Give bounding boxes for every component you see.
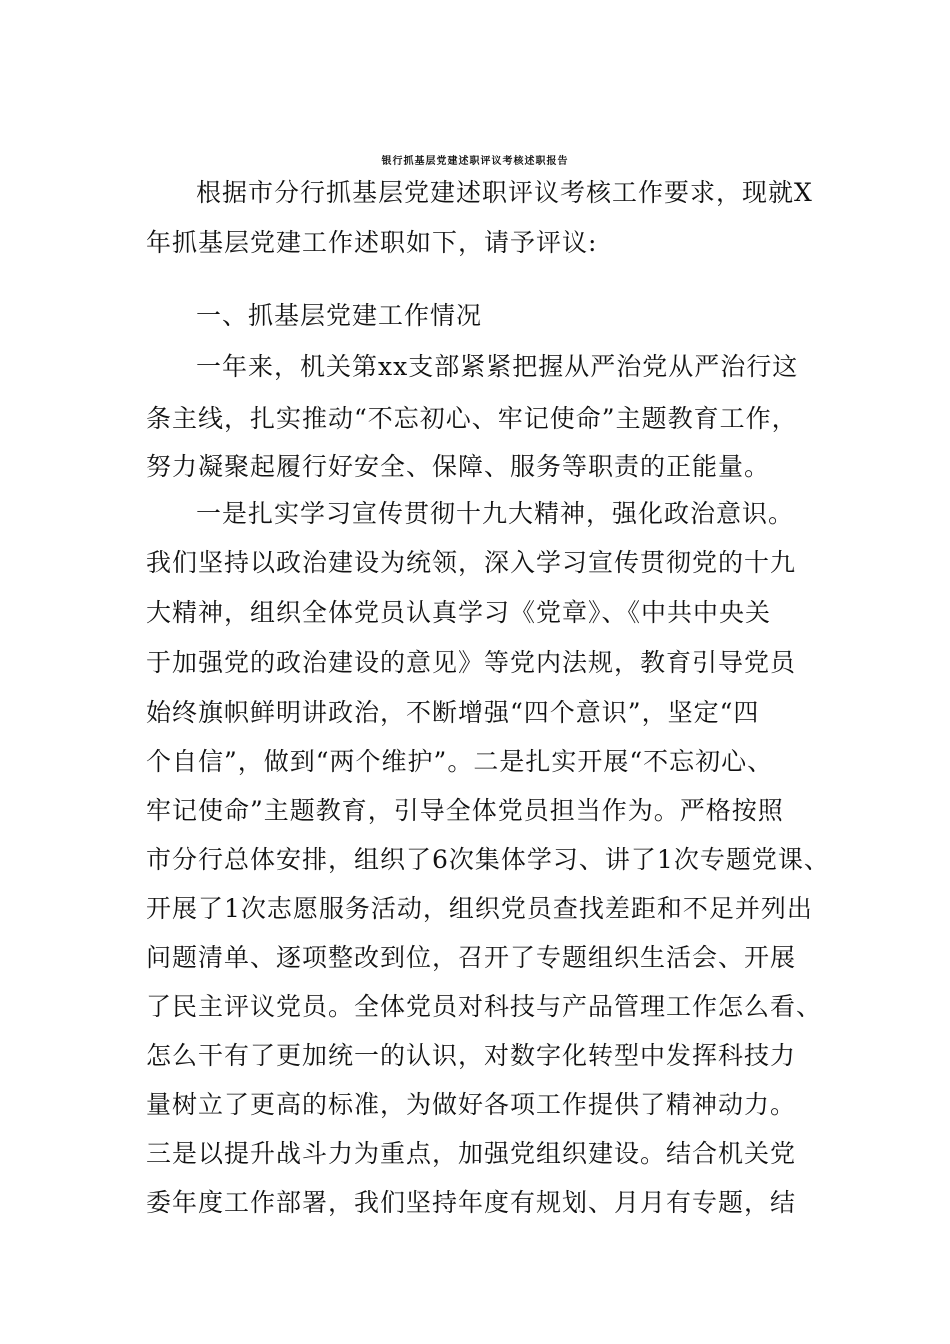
section-heading: 一、抓基层党建工作情况 [196, 301, 483, 330]
paragraph-line: 于加强党的政治建设的意见》等党内法规，教育引导党员 [146, 648, 797, 677]
paragraph-line: 我们坚持以政治建设为统领，深入学习宣传贯彻党的十九 [146, 548, 797, 577]
paragraph-line: 个自信”，做到“两个维护”。二是扎实开展“不忘初心、 [146, 747, 774, 776]
document-title: 银行抓基层党建述职评议考核述职报告 [381, 156, 569, 167]
paragraph-line: 市分行总体安排，组织了6次集体学习、讲了1次专题党课、 [146, 845, 830, 874]
paragraph-line: 了民主评议党员。全体党员对科技与产品管理工作怎么看、 [146, 992, 823, 1021]
paragraph-line: 量树立了更高的标准，为做好各项工作提供了精神动力。 [146, 1090, 797, 1119]
paragraph-line: 三是以提升战斗力为重点，加强党组织建设。结合机关党 [146, 1139, 797, 1168]
paragraph-line: 根据市分行抓基层党建述职评议考核工作要求，现就X [196, 178, 813, 207]
paragraph-line: 一是扎实学习宣传贯彻十九大精神，强化政治意识。 [196, 499, 795, 528]
paragraph-line: 条主线，扎实推动“不忘初心、牢记使命”主题教育工作， [146, 404, 798, 433]
paragraph-line: 怎么干有了更加统一的认识，对数字化转型中发挥科技力 [146, 1041, 797, 1070]
paragraph-line: 努力凝聚起履行好安全、保障、服务等职责的正能量。 [146, 452, 771, 481]
paragraph-line: 一年来，机关第xx支部紧紧把握从严治党从严治行这 [196, 352, 799, 381]
paragraph-line: 开展了1次志愿服务活动，组织党员查找差距和不足并列出 [146, 894, 813, 923]
paragraph-line: 牢记使命”主题教育，引导全体党员担当作为。严格按照 [146, 796, 784, 825]
paragraph-line: 年抓基层党建工作述职如下，请予评议: [146, 228, 598, 257]
paragraph-line: 问题清单、逐项整改到位，召开了专题组织生活会、开展 [146, 943, 797, 972]
paragraph-line: 大精神，组织全体党员认真学习《党章》、《中共中央关 [146, 598, 772, 627]
paragraph-line: 委年度工作部署，我们坚持年度有规划、月月有专题，结 [146, 1188, 797, 1217]
paragraph-line: 始终旗帜鲜明讲政治，不断增强“四个意识”，坚定“四 [146, 698, 760, 727]
